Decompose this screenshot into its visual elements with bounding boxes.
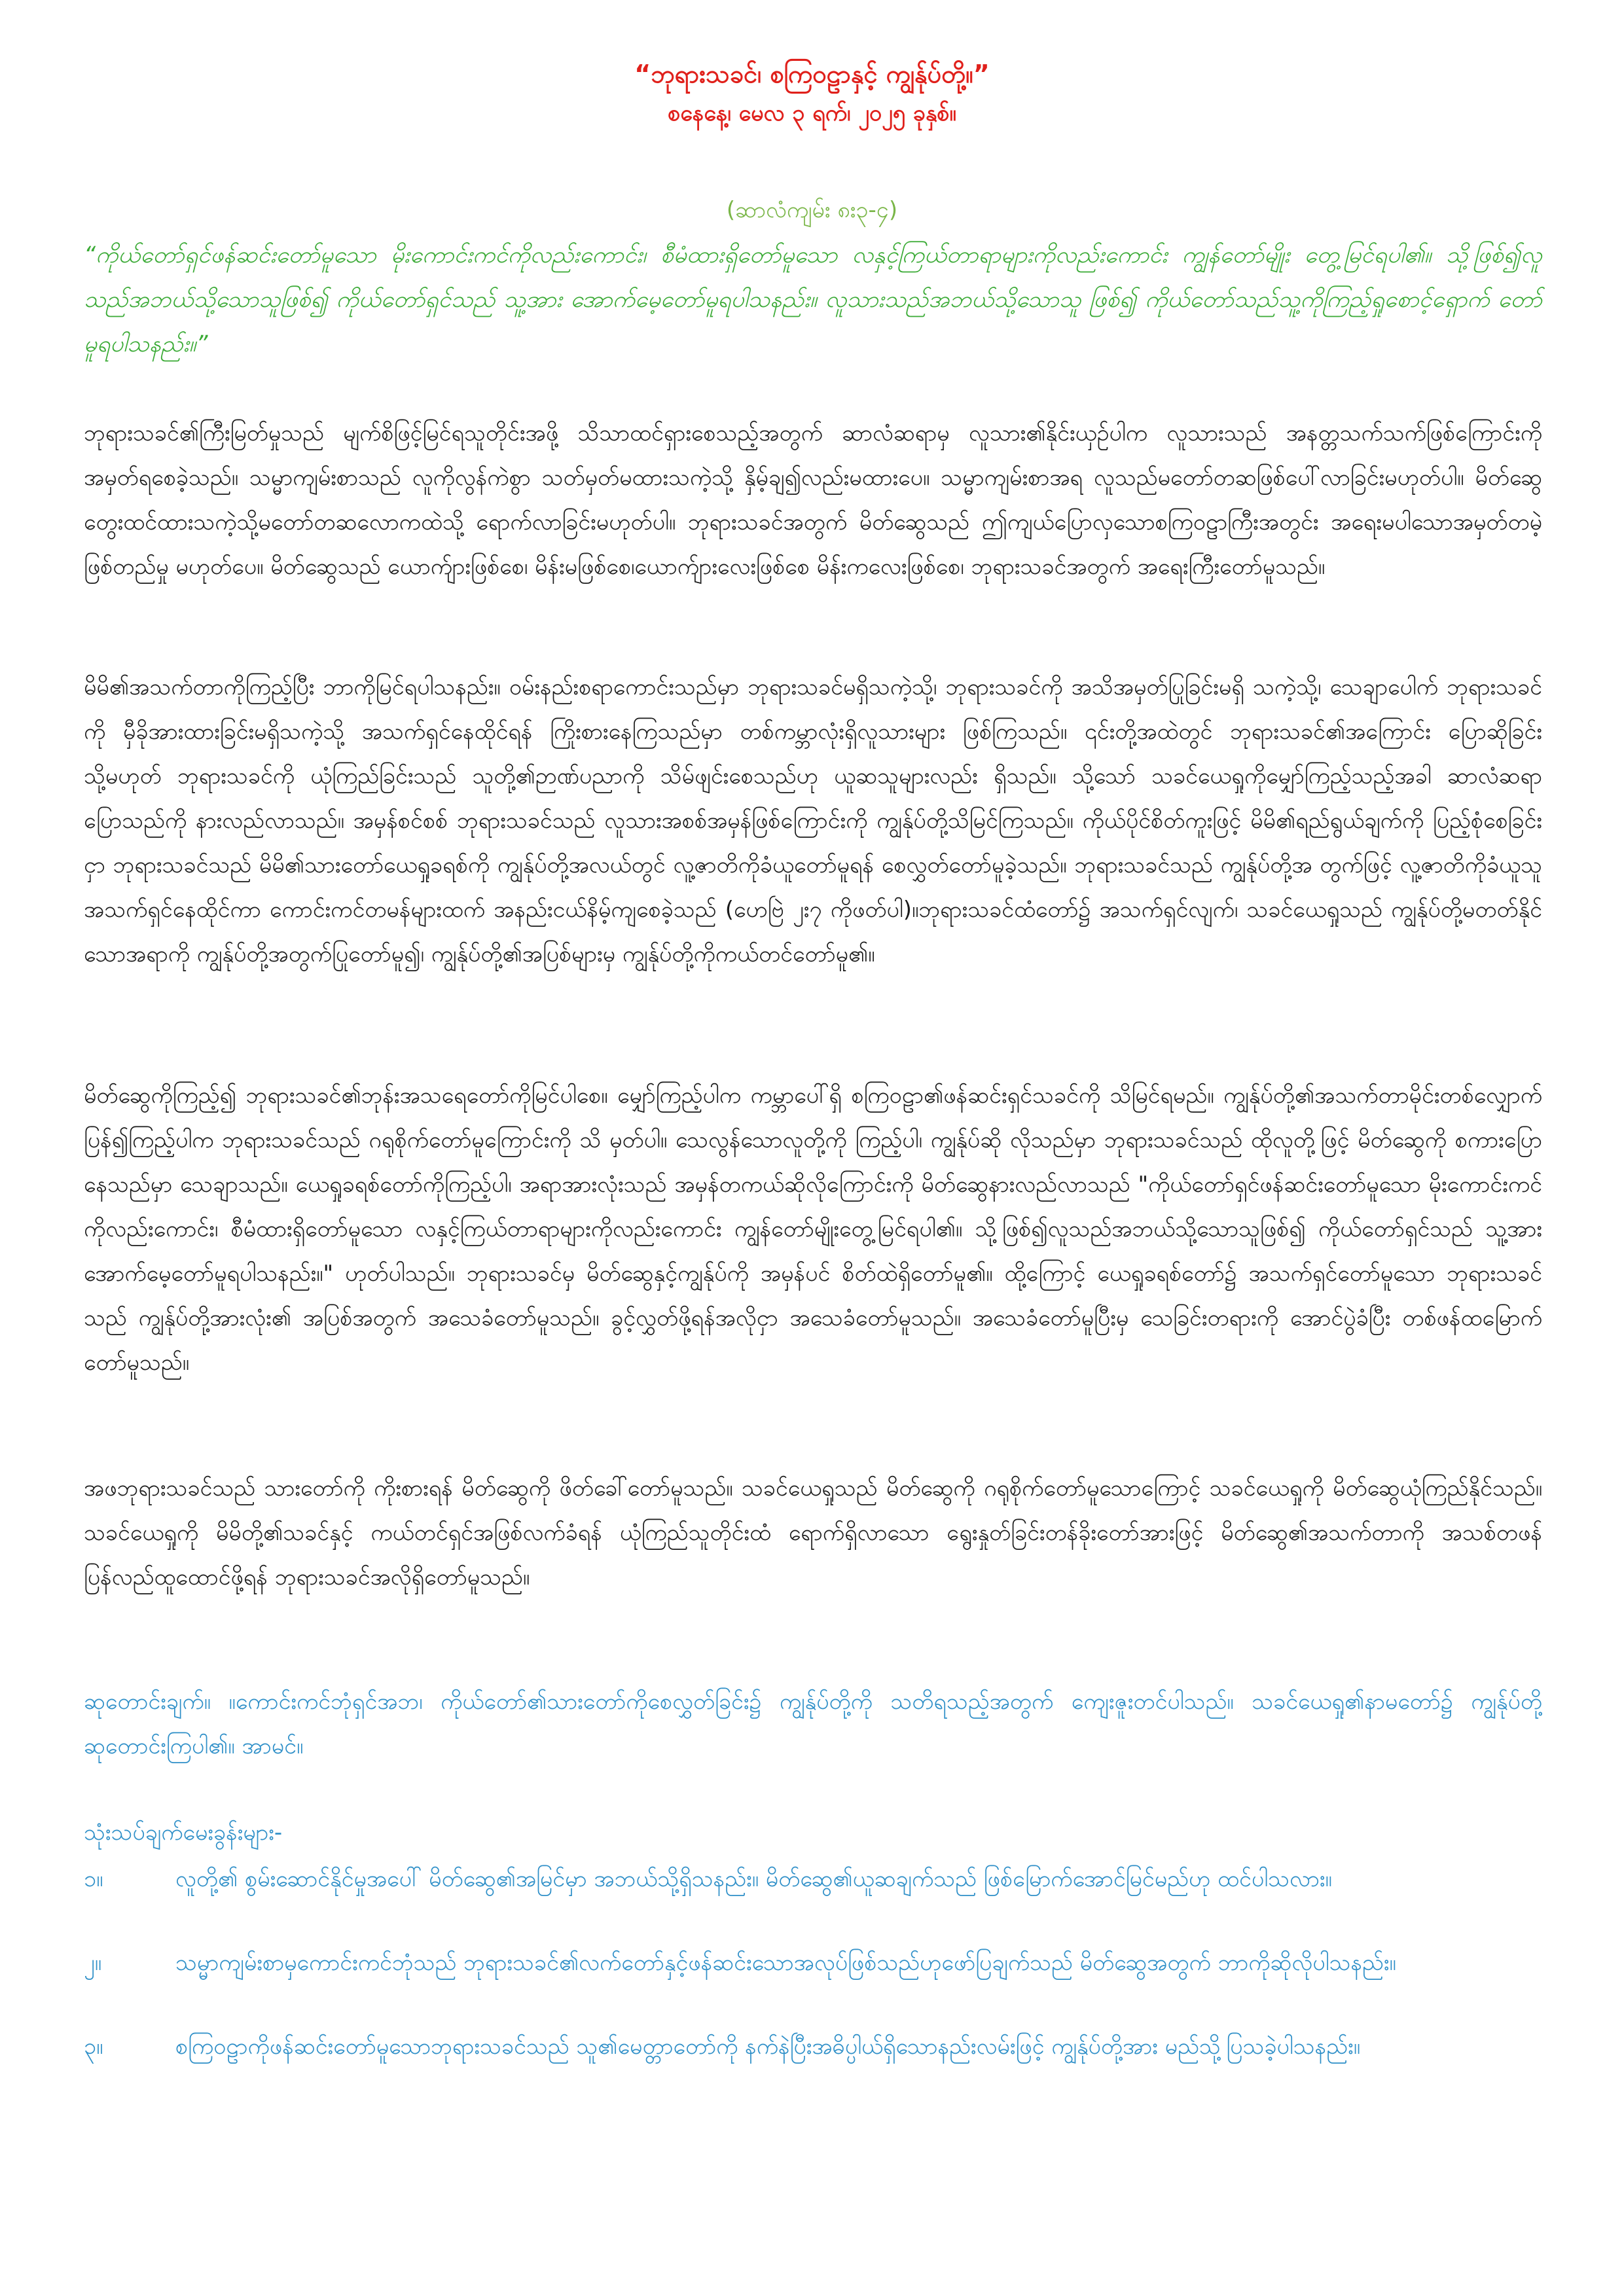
questions-heading: သုံးသပ်ချက်မေးခွန်းများ- — [84, 1820, 283, 1846]
page-title: “ဘုရားသခင်၊ စကြဝဠာနှင့် ကျွန်ုပ်တို့။” — [634, 60, 990, 88]
question-number: ၂။ — [84, 1950, 101, 1976]
question-text: လူတို့၏ စွမ်းဆောင်နိုင်မှုအပေါ် မိတ်ဆွေ၏အမြင်မှာ အဘယ်သို့ရှိသနည်း။ မိတ်ဆွေ၏ယူဆချက်သည် ဖြစ်မြောက်အောင်မြင်မည်ဟု ထင်ပါသလား။ — [175, 1866, 1332, 1892]
question-number: ၁။ — [84, 1866, 103, 1892]
question-text: စကြဝဠာကိုဖန်ဆင်းတော်မူသောဘုရားသခင်သည် သူ၏မေတ္တာတော်ကို နက်နဲပြီးအဓိပ္ပါယ်ရှိသောနည်းလမ်းဖြင့် ကျွန်ုပ်တို့အား မည်သို့ပြသခဲ့ပါသနည်း။ — [175, 2034, 1361, 2060]
scripture-text: “ကိုယ်တော်ရှင်ဖန်ဆင်းတော်မူသော မိုးကောင်းကင်ကိုလည်းကောင်း၊ စီမံထားရှိတော်မူသော လနှင့်ကြယ်တာရာများကိုလည်းကောင်း ကျွန်တော်မျိုး တွေ့မြင်ရပါ၏။ သို့ဖြစ်၍လူသည်အဘယ်သို့သောသူဖြစ်၍ ကိုယ်တော်ရှင်သည် သူ့အား အောက်မေ့တော်မူရပါသနည်း။ လူသားသည်အဘယ်သို့သောသူ ဖြစ်၍ ကိုယ်တော်သည်သူ့ကိုကြည့်ရှုစောင့်ရှောက် တော်မူရပါသနည်း။” — [84, 242, 1542, 357]
prayer-text: ဆုတောင်းချက်။ ။ကောင်းကင်ဘုံရှင်အဘ၊ ကိုယ်တော်၏သားတော်ကိုစေလွှတ်ခြင်း၌ ကျွန်ုပ်တို့ကို သတိရသည့်အတွက် ကျေးဇူးတင်ပါသည်။ သခင်ယေရှု၏နာမတော်၌ ကျွန်ုပ်တို့ဆုတောင်းကြပါ၏။ အာမင်။ — [84, 1689, 1542, 1759]
question-number: ၃။ — [84, 2034, 103, 2060]
page-date: စနေနေ့၊ မေလ ၃ ရက်၊ ၂၀၂၅ ခုနှစ်။ — [668, 100, 956, 126]
body-paragraph: မိမိ၏အသက်တာကိုကြည့်ပြီး ဘာကိုမြင်ရပါသနည်း။ ဝမ်းနည်းစရာကောင်းသည်မှာ ဘုရားသခင်မရှိသကဲ့သို့၊ ဘုရားသခင်ကို အသိအမှတ်ပြုခြင်းမရှိ သကဲ့သို့၊ သေချာပေါက် ဘုရားသခင်ကို မှီခိုအားထားခြင်းမရှိသကဲ့သို့ အသက်ရှင်နေထိုင်ရန် ကြိုးစားနေကြသည်မှာ တစ်ကမ္ဘာလုံးရှိလူသားများ ဖြစ်ကြသည်။ ၎င်းတို့အထဲတွင် ဘုရားသခင်၏အကြောင်း ပြောဆိုခြင်း သို့မဟုတ် ဘုရားသခင်ကို ယုံကြည်ခြင်းသည် သူတို့၏ဉာဏ်ပညာကို သိမ်ဖျင်းစေသည်ဟု ယူဆသူများလည်း ရှိသည်။ သို့သော် သခင်ယေရှုကိုမျှော်ကြည့်သည့်အခါ ဆာလံဆရာပြောသည်ကို နားလည်လာသည်။ အမှန်စင်စစ် ဘုရားသခင်သည် လူသားအစစ်အမှန်ဖြစ်ကြောင်းကို ကျွန်ုပ်တို့သိမြင်ကြသည်။ ကိုယ်ပိုင်စိတ်ကူးဖြင့် မိမိ၏ရည်ရွယ်ချက်ကို ပြည့်စုံစေခြင်းငှာ ဘုရားသခင်သည် မိမိ၏သားတော်ယေရှုခရစ်ကို ကျွန်ုပ်တို့အလယ်တွင် လူ့ဇာတိကိုခံယူတော်မူရန် စေလွှတ်တော်မူခဲ့သည်။ ဘုရားသခင်သည် ကျွန်ုပ်တို့အ တွက်ဖြင့် လူ့ဇာတိကိုခံယူသူအသက်ရှင်နေထိုင်ကာ ကောင်းကင်တမန်များထက် အနည်းငယ်နိမ့်ကျစေခဲ့သည် (ဟေဗြဲ ၂း၇ ကိုဖတ်ပါ)။ဘုရားသခင်ထံတော်၌ အသက်ရှင်လျက်၊ သခင်ယေရှုသည် ကျွန်ုပ်တို့မတတ်နိုင်သောအရာကို ကျွန်ုပ်တို့အတွက်ပြုတော်မူ၍၊ ကျွန်ုပ်တို့၏အပြစ်များမှ ကျွန်ုပ်တို့ကိုကယ်တင်တော်မူ၏။ — [84, 674, 1542, 967]
body-paragraph: မိတ်ဆွေကိုကြည့်၍ ဘုရားသခင်၏ဘုန်းအသရေတော်ကိုမြင်ပါစေ။ မျှော်ကြည့်ပါက ကမ္ဘာပေါ်ရှိ စကြဝဠာ၏ဖန်ဆင်းရှင်သခင်ကို သိမြင်ရမည်။ ကျွန်ုပ်တို့၏အသက်တာမိုင်းတစ်လျှောက် ပြန်၍ကြည့်ပါက ဘုရားသခင်သည် ဂရုစိုက်တော်မူကြောင်းကို သိ မှတ်ပါ။ သေလွန်သောလူတို့ကို ကြည့်ပါ၊ ကျွန်ုပ်ဆို လိုသည်မှာ ဘုရားသခင်သည် ထိုလူတို့ဖြင့် မိတ်ဆွေကို စကားပြောနေသည်မှာ သေချာသည်။ ယေရှုခရစ်တော်ကိုကြည့်ပါ၊ အရာအားလုံးသည် အမှန်တကယ်ဆိုလိုကြောင်းကို မိတ်ဆွေနားလည်လာသည် "ကိုယ်တော်ရှင်ဖန်ဆင်းတော်မူသော မိုးကောင်းကင်ကိုလည်းကောင်း၊ စီမံထားရှိတော်မူသော လနှင့်ကြယ်တာရာများကိုလည်းကောင်း ကျွန်တော်မျိုးတွေ့မြင်ရပါ၏။ သို့ဖြစ်၍လူသည်အဘယ်သို့သောသူဖြစ်၍ ကိုယ်တော်ရှင်သည် သူ့အားအောက်မေ့တော်မူရပါသနည်း။" ဟုတ်ပါသည်။ ဘုရားသခင်မှ မိတ်ဆွေနှင့်ကျွန်ုပ်ကို အမှန်ပင် စိတ်ထဲရှိတော်မူ၏။ ထို့ကြောင့် ယေရှုခရစ်တော်၌ အသက်ရှင်တော်မူသော ဘုရားသခင်သည် ကျွန်ုပ်တို့အားလုံး၏ အပြစ်အတွက် အသေခံတော်မူသည်။ ခွင့်လွှတ်ဖို့ရန်အလိုငှာ အသေခံတော်မူသည်။ အသေခံတော်မူပြီးမှ သေခြင်းတရားကို အောင်ပွဲခံပြီး တစ်ဖန်ထမြောက်တော်မူသည်။ — [84, 1083, 1542, 1376]
body-paragraph: အဖဘုရားသခင်သည် သားတော်ကို ကိုးစားရန် မိတ်ဆွေကို ဖိတ်ခေါ်တော်မူသည်။ သခင်ယေရှုသည် မိတ်ဆွေကို ဂရုစိုက်တော်မူသောကြောင့် သခင်ယေရှုကို မိတ်ဆွေယုံကြည်နိုင်သည်။ သခင်ယေရှုကို မိမိတို့၏သခင်နှင့် ကယ်တင်ရှင်အဖြစ်လက်ခံရန် ယုံကြည်သူတိုင်းထံ ရောက်ရှိလာသော ရွေးနှုတ်ခြင်းတန်ခိုးတော်အားဖြင့် မိတ်ဆွေ၏အသက်တာကို အသစ်တဖန် ပြန်လည်ထူထောင်ဖို့ရန် ဘုရားသခင်အလိုရှိတော်မူသည်။ — [84, 1475, 1542, 1590]
scripture-reference: (ဆာလံကျမ်း ၈း၃-၄) — [726, 197, 898, 223]
body-paragraph: ဘုရားသခင်၏ကြီးမြတ်မှုသည် မျက်စိဖြင့်မြင်ရသူတိုင်းအဖို့ သိသာထင်ရှားစေသည့်အတွက် ဆာလံဆရာမှ လူသား၏နိုင်းယှဉ်ပါက လူသားသည် အနတ္တသက်သက်ဖြစ်ကြောင်းကို အမှတ်ရစေခဲ့သည်။ သမ္မာကျမ်းစာသည် လူကိုလွန်ကဲစွာ သတ်မှတ်မထားသကဲ့သို့ နှိမ့်ချ၍လည်းမထားပေ။ သမ္မာကျမ်းစာအရ လူသည်မတော်တဆဖြစ်ပေါ်လာခြင်းမဟုတ်ပါ။ မိတ်ဆွေတွေးထင်ထားသကဲ့သို့မတော်တဆလောကထဲသို့ ရောက်လာခြင်းမဟုတ်ပါ။ ဘုရားသခင်အတွက် မိတ်ဆွေသည် ဤကျယ်ပြောလှသောစကြဝဠာကြီးအတွင်း အရေးမပါသောအမှတ်တမဲ့ဖြစ်တည်မှု မဟုတ်ပေ။ မိတ်ဆွေသည် ယောက်ျားဖြစ်စေ၊ မိန်းမဖြစ်စေ၊ယောက်ျားလေးဖြစ်စေ မိန်းကလေးဖြစ်စေ၊ ဘုရားသခင်အတွက် အရေးကြီးတော်မူသည်။ — [84, 420, 1542, 580]
question-text: သမ္မာကျမ်းစာမှကောင်းကင်ဘုံသည် ဘုရားသခင်၏လက်တော်နှင့်ဖန်ဆင်းသောအလုပ်ဖြစ်သည်ဟုဖော်ပြချက်သည် မိတ်ဆွေအတွက် ဘာကိုဆိုလိုပါသနည်း။ — [175, 1950, 1396, 1976]
